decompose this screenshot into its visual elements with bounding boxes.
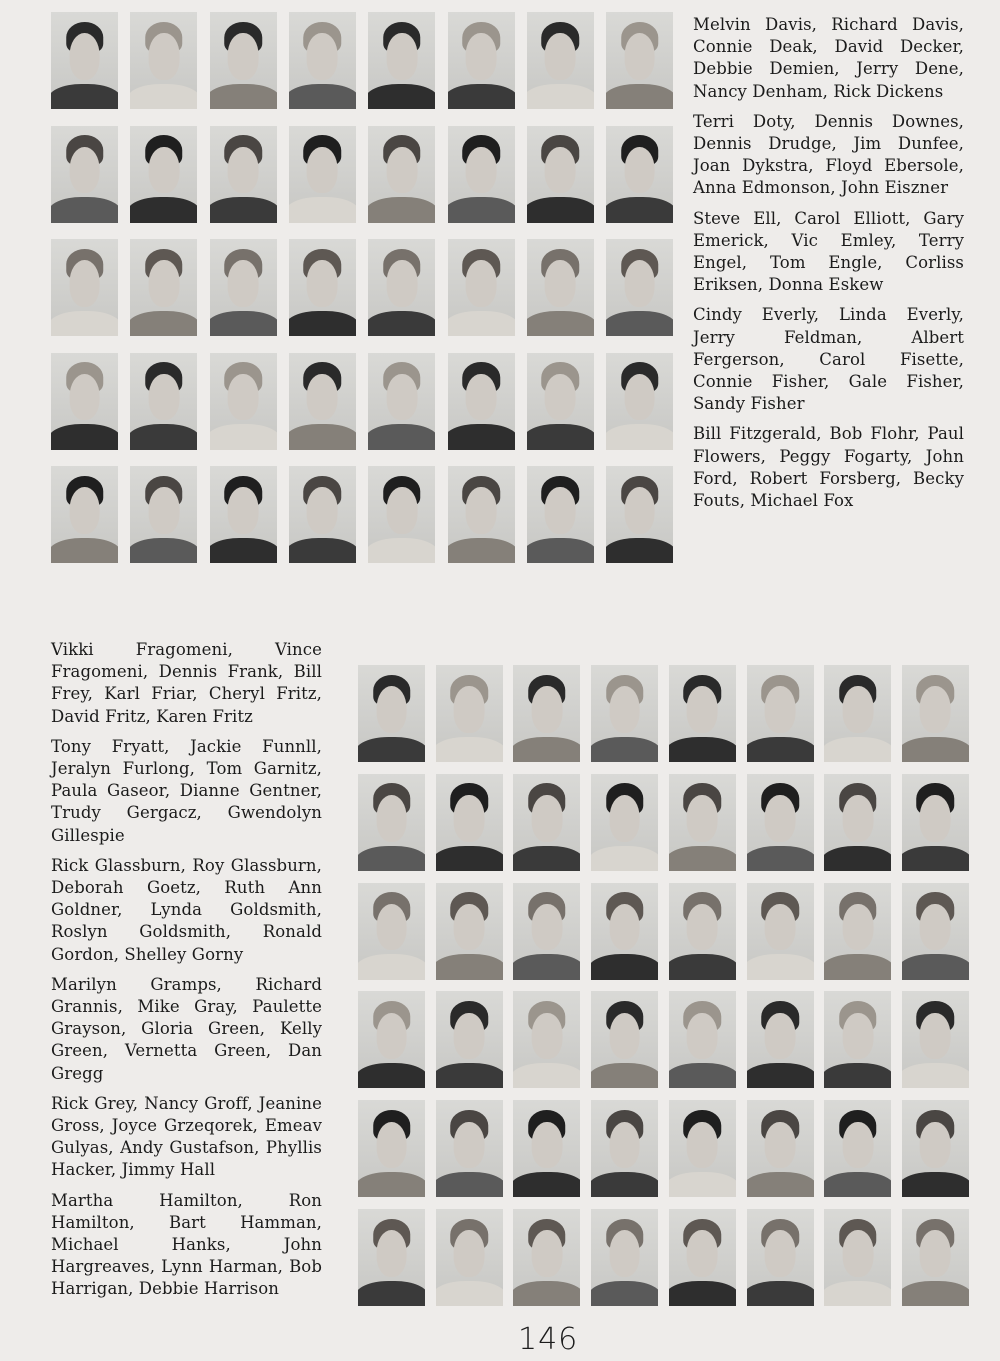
- caption-row-2: Tony Fryatt, Jackie Funnll, Jeralyn Furlong, Tom Garnitz, Paula Gaseor, Dianne Gentner, Trudy Gergacz, Gwendolyn Gillespie: [51, 736, 322, 845]
- caption-row-3: Rick Glassburn, Roy Glassburn, Deborah Goetz, Ruth Ann Goldner, Lynda Goldsmith, Roslyn Goldsmith, Ronald Gordon, Shelley Gorny: [51, 855, 322, 964]
- portrait-photo: [130, 353, 197, 450]
- portrait-photo: [513, 883, 580, 980]
- portrait-photo: [591, 1100, 658, 1197]
- portrait-photo: [436, 883, 503, 980]
- portrait-photo: [902, 991, 969, 1088]
- portrait-photo: [902, 665, 969, 762]
- portrait-photo: [669, 991, 736, 1088]
- caption-row-1: Vikki Fragomeni, Vince Fragomeni, Dennis Frank, Bill Frey, Karl Friar, Cheryl Fritz, David Fritz, Karen Fritz: [51, 640, 322, 726]
- portrait-photo: [513, 665, 580, 762]
- portrait-photo: [669, 883, 736, 980]
- portrait-photo: [436, 665, 503, 762]
- portrait-photo: [824, 774, 891, 871]
- portrait-photo: [902, 1209, 969, 1306]
- portrait-photo: [130, 239, 197, 336]
- portrait-photo: [289, 353, 356, 450]
- portrait-photo: [210, 353, 277, 450]
- caption-row-5: Bill Fitzgerald, Bob Flohr, Paul Flowers, Peggy Fogarty, John Ford, Robert Forsberg, Becky Fouts, Michael Fox: [693, 424, 964, 511]
- portrait-photo: [902, 774, 969, 871]
- portrait-photo: [513, 774, 580, 871]
- portrait-photo: [289, 12, 356, 109]
- portrait-photo: [527, 126, 594, 223]
- portrait-photo: [130, 466, 197, 563]
- caption-row-4: Cindy Everly, Linda Everly, Jerry Feldman, Albert Fergerson, Carol Fisette, Connie Fisher, Gale Fisher, Sandy Fisher: [693, 305, 964, 414]
- portrait-photo: [448, 126, 515, 223]
- portrait-photo: [824, 1100, 891, 1197]
- bottom-name-captions: [51, 639, 322, 1309]
- portrait-photo: [358, 1209, 425, 1306]
- portrait-photo: [210, 466, 277, 563]
- caption-row-5: Rick Grey, Nancy Groff, Jeanine Gross, Joyce Grzeqorek, Emeav Gulyas, Andy Gustafson, Phyllis Hacker, Jimmy Hall: [51, 1093, 322, 1180]
- portrait-photo: [448, 12, 515, 109]
- portrait-photo: [747, 1100, 814, 1197]
- portrait-photo: [669, 1209, 736, 1306]
- portrait-photo: [448, 239, 515, 336]
- portrait-photo: [527, 466, 594, 563]
- portrait-photo: [51, 466, 118, 563]
- portrait-photo: [824, 665, 891, 762]
- caption-row-1: Melvin Davis, Richard Davis, Connie Deak, David Decker, Debbie Demien, Jerry Dene, Nancy Denham, Rick Dickens: [693, 15, 964, 101]
- portrait-photo: [368, 466, 435, 563]
- portrait-photo: [747, 883, 814, 980]
- portrait-photo: [591, 665, 658, 762]
- portrait-photo: [51, 353, 118, 450]
- portrait-photo: [606, 353, 673, 450]
- caption-row-3: Steve Ell, Carol Elliott, Gary Emerick, Vic Emley, Terry Engel, Tom Engle, Corliss Eriksen, Donna Eskew: [693, 208, 964, 295]
- portrait-photo: [747, 991, 814, 1088]
- portrait-photo: [289, 239, 356, 336]
- portrait-photo: [358, 991, 425, 1088]
- portrait-photo: [606, 126, 673, 223]
- portrait-photo: [358, 665, 425, 762]
- caption-row-6: Martha Hamilton, Ron Hamilton, Bart Hamman, Michael Hanks, John Hargreaves, Lynn Harman, Bob Harrigan, Debbie Harrison: [51, 1190, 322, 1299]
- portrait-photo: [448, 466, 515, 563]
- portrait-photo: [527, 239, 594, 336]
- portrait-photo: [606, 239, 673, 336]
- portrait-photo: [824, 883, 891, 980]
- portrait-photo: [51, 126, 118, 223]
- portrait-photo: [527, 12, 594, 109]
- portrait-photo: [130, 12, 197, 109]
- portrait-photo: [513, 1100, 580, 1197]
- portrait-photo: [51, 239, 118, 336]
- portrait-photo: [436, 1209, 503, 1306]
- portrait-photo: [368, 126, 435, 223]
- portrait-photo: [436, 774, 503, 871]
- portrait-photo: [289, 126, 356, 223]
- portrait-photo: [210, 239, 277, 336]
- portrait-photo: [436, 1100, 503, 1197]
- portrait-photo: [448, 353, 515, 450]
- portrait-photo: [358, 1100, 425, 1197]
- portrait-photo: [513, 991, 580, 1088]
- portrait-photo: [902, 883, 969, 980]
- portrait-photo: [591, 1209, 658, 1306]
- portrait-photo: [436, 991, 503, 1088]
- portrait-photo: [747, 774, 814, 871]
- portrait-photo: [606, 466, 673, 563]
- portrait-photo: [368, 353, 435, 450]
- portrait-photo: [358, 774, 425, 871]
- portrait-photo: [669, 1100, 736, 1197]
- portrait-photo: [824, 1209, 891, 1306]
- portrait-photo: [747, 1209, 814, 1306]
- portrait-photo: [210, 12, 277, 109]
- portrait-photo: [368, 12, 435, 109]
- portrait-photo: [289, 466, 356, 563]
- portrait-photo: [591, 991, 658, 1088]
- page-number: 146: [518, 1322, 579, 1357]
- top-name-captions: [693, 14, 964, 520]
- portrait-photo: [210, 126, 277, 223]
- caption-row-4: Marilyn Gramps, Richard Grannis, Mike Gray, Paulette Grayson, Gloria Green, Kelly Green, Vernetta Green, Dan Gregg: [51, 974, 322, 1083]
- portrait-photo: [527, 353, 594, 450]
- portrait-photo: [358, 883, 425, 980]
- portrait-photo: [130, 126, 197, 223]
- portrait-photo: [51, 12, 118, 109]
- caption-row-2: Terri Doty, Dennis Downes, Dennis Drudge, Jim Dunfee, Joan Dykstra, Floyd Ebersole, Anna Edmonson, John Eiszner: [693, 111, 964, 198]
- portrait-photo: [824, 991, 891, 1088]
- portrait-photo: [669, 774, 736, 871]
- portrait-photo: [747, 665, 814, 762]
- portrait-photo: [591, 774, 658, 871]
- portrait-photo: [513, 1209, 580, 1306]
- portrait-photo: [902, 1100, 969, 1197]
- portrait-photo: [591, 883, 658, 980]
- portrait-photo: [368, 239, 435, 336]
- portrait-photo: [606, 12, 673, 109]
- portrait-photo: [669, 665, 736, 762]
